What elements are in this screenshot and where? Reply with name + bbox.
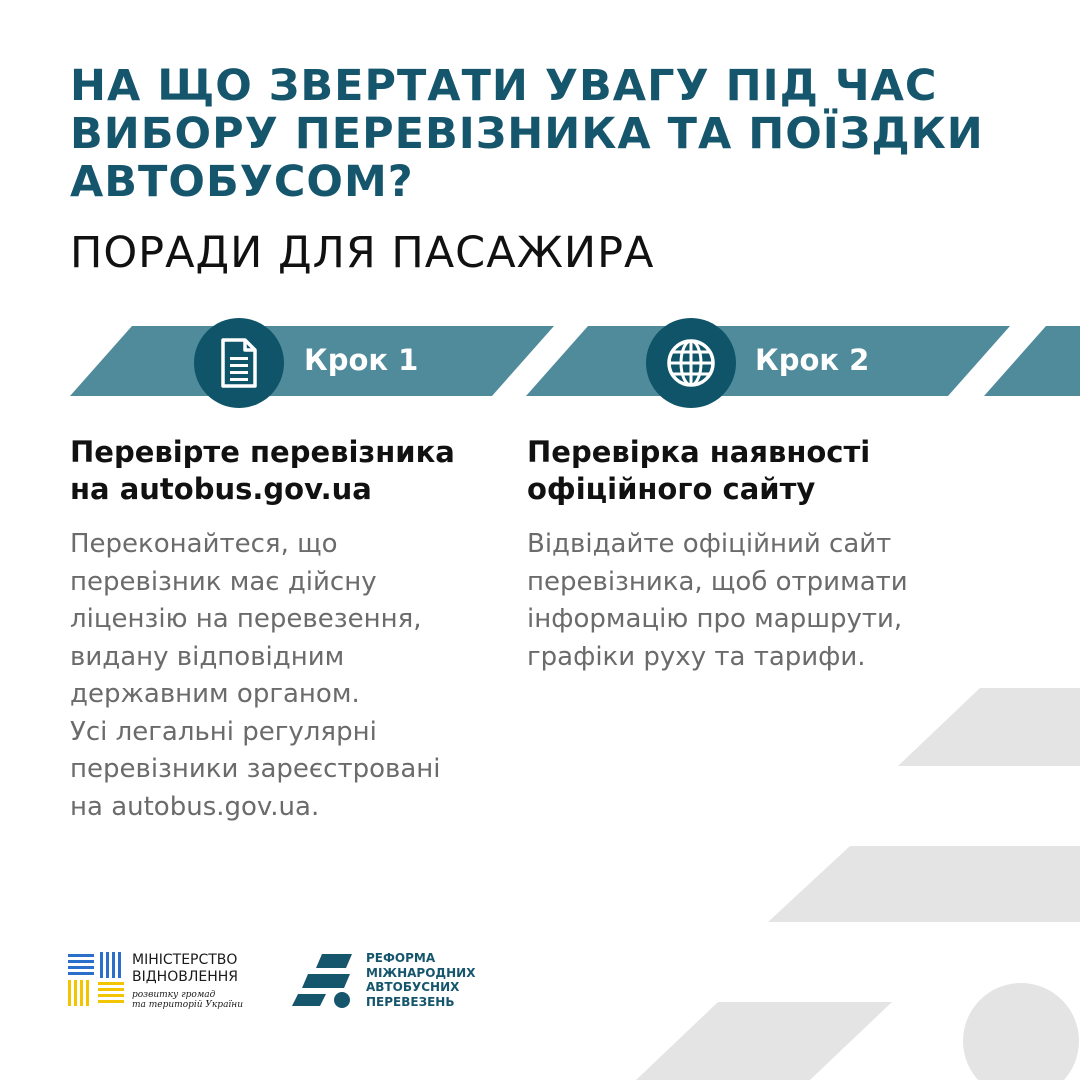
step-1-heading-line-2: на autobus.gov.ua [70,472,372,506]
page-title: НА ЩО ЗВЕРТАТИ УВАГУ ПІД ЧАС ВИБОРУ ПЕРЕВІЗНИКА ТА ПОЇЗДКИ АВТОБУСОМ? [70,61,984,208]
step-1-body-line: перевізник має дійсну [70,566,377,597]
ministry-emblem-icon [68,952,126,1006]
decor-parallelogram-bottom [636,1002,892,1080]
ministry-tagline-1: розвитку громад [132,990,216,1000]
step-1-body-line: державним органом. [70,679,360,709]
step-2-label: Крок 2 [755,343,870,377]
step-2-icon-circle [646,318,736,408]
globe-icon [665,337,717,389]
step-1-body-line: Усі легальні регулярні [70,716,377,747]
step-1-body-line: на autobus.gov.ua. [70,791,320,822]
step-2-body-line: графіки руху та тарифи. [527,641,866,672]
decor-parallelogram-middle [768,846,1080,922]
reform-logo [292,950,475,1010]
reform-line-2: МІЖНАРОДНИХ [366,965,476,980]
step-1-body-line: Переконайтеся, що [70,529,338,559]
step-1-body-line: перевізники зареєстровані [70,754,441,784]
step-1-icon-circle [194,318,284,408]
reform-text [366,951,475,1009]
ministry-line-2: ВІДНОВЛЕННЯ [132,969,238,985]
step-2-heading-line-1: Перевірка наявності [527,435,871,469]
ministry-text [132,952,243,1010]
step-2-body-line: перевізника, щоб отримати [527,566,908,597]
step-2-body-line: інформацію про маршрути, [527,604,903,634]
reform-line-4: ПЕРЕВЕЗЕНЬ [366,994,455,1009]
document-icon [217,338,261,388]
step-1-heading [70,434,455,508]
decor-parallelogram-top [898,688,1080,766]
step-2-body-line: Відвідайте офіційний сайт [527,529,892,559]
step-1-body [70,526,441,826]
ministry-tagline-2: та територій України [132,1000,244,1010]
reform-line-3: АВТОБУСНИХ [366,980,460,994]
step-1-label: Крок 1 [304,343,419,377]
step-2-body [527,526,908,676]
step-1-heading-line-1: Перевірте перевізника [70,435,455,469]
step-2-heading-line-2: офіційного сайту [527,472,816,506]
ministry-logo [68,952,243,1010]
ministry-line-1: МІНІСТЕРСТВО [132,952,238,968]
step-2-heading [527,434,870,508]
page-subtitle: ПОРАДИ ДЛЯ ПАСАЖИРА [70,228,655,278]
reform-line-1: РЕФОРМА [366,951,436,965]
reform-emblem-icon [292,950,354,1010]
step-1-body-line: ліцензію на перевезення, [70,604,422,634]
step-1-body-line: видану відповідним [70,641,345,672]
decor-circle [962,982,1080,1080]
